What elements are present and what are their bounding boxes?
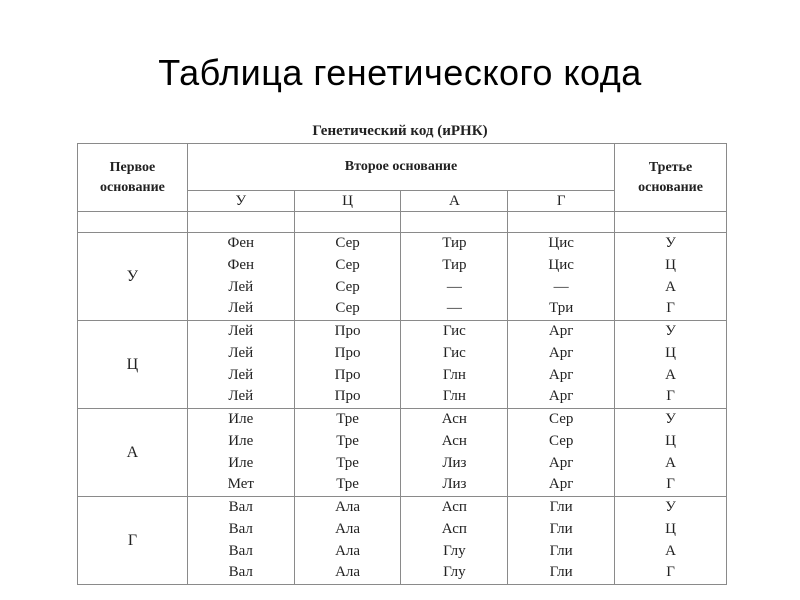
third-base: Г — [666, 564, 675, 581]
amino-acid: Вал — [228, 542, 253, 559]
amino-acid: Асн — [441, 432, 467, 449]
amino-acid-cell — [401, 409, 508, 497]
codon-group-row — [78, 321, 727, 409]
amino-acid: Гли — [549, 564, 573, 581]
amino-acid-cell — [401, 321, 508, 409]
amino-acid: Цис — [548, 235, 574, 251]
blank-cell — [78, 212, 188, 233]
amino-acid: Лей — [228, 388, 254, 405]
amino-acid-cell — [187, 233, 294, 321]
amino-acid: Арг — [548, 476, 574, 493]
amino-acid: Гис — [442, 344, 466, 361]
amino-acid: Гли — [549, 499, 573, 515]
third-base: Ц — [665, 344, 676, 361]
codon-group-row — [78, 409, 727, 497]
amino-acid: Лиз — [442, 476, 467, 493]
amino-acid: Про — [334, 366, 361, 383]
second-base-g: Г — [508, 191, 615, 212]
amino-acid: Арг — [548, 388, 574, 405]
amino-acid: Тир — [442, 256, 467, 273]
amino-acid: Гли — [549, 542, 573, 559]
amino-acid-cell — [508, 409, 615, 497]
third-base: А — [665, 454, 676, 471]
amino-acid: Ала — [335, 520, 361, 537]
amino-acid: Сер — [335, 256, 360, 273]
third-base-cell — [615, 497, 727, 585]
amino-acid: Сер — [335, 278, 360, 295]
amino-acid-cell — [294, 321, 401, 409]
amino-acid: Лиз — [442, 454, 467, 471]
second-base-c: Ц — [294, 191, 401, 212]
blank-cell — [401, 212, 508, 233]
slide-title: Таблица генетического кода — [158, 52, 642, 93]
first-base-cell: Г — [78, 497, 188, 585]
third-base: У — [665, 323, 676, 339]
amino-acid: Вал — [228, 499, 253, 515]
amino-acid: Лей — [228, 344, 254, 361]
blank-cell — [294, 212, 401, 233]
amino-acid: Про — [334, 344, 361, 361]
first-base-cell: У — [78, 233, 188, 321]
third-base: Ц — [665, 432, 676, 449]
amino-acid: Арг — [548, 344, 574, 361]
amino-acid-cell — [508, 233, 615, 321]
amino-acid: Асп — [441, 520, 467, 537]
amino-acid: Асн — [441, 411, 467, 427]
amino-acid: Иле — [228, 432, 254, 449]
header-row — [78, 144, 727, 191]
amino-acid: Арг — [548, 366, 574, 383]
third-base: Г — [666, 476, 675, 493]
amino-acid: Лей — [228, 366, 254, 383]
amino-acid: Тре — [336, 432, 359, 449]
genetic-code-table — [77, 143, 727, 585]
amino-acid-cell — [401, 497, 508, 585]
third-base: А — [665, 278, 676, 295]
amino-acid: Тре — [336, 411, 359, 427]
third-base: А — [665, 366, 676, 383]
header-first-base: Первое основание — [78, 144, 188, 212]
third-base: Ц — [665, 256, 676, 273]
third-base: У — [665, 411, 676, 427]
amino-acid: Тир — [442, 235, 467, 251]
amino-acid: Ала — [335, 499, 361, 515]
amino-acid-cell — [508, 321, 615, 409]
amino-acid: Лей — [228, 323, 254, 339]
amino-acid: Арг — [548, 323, 574, 339]
third-base: У — [665, 499, 676, 515]
amino-acid: Фен — [227, 256, 255, 273]
amino-acid-cell — [187, 321, 294, 409]
third-base-cell — [615, 321, 727, 409]
header-second-base: Второе основание — [187, 144, 614, 191]
blank-cell — [187, 212, 294, 233]
amino-acid: Про — [334, 323, 361, 339]
amino-acid: Сер — [335, 300, 360, 317]
first-base-cell: Ц — [78, 321, 188, 409]
amino-acid-cell — [187, 409, 294, 497]
amino-acid: Про — [334, 388, 361, 405]
amino-acid: Сер — [335, 235, 360, 251]
amino-acid: Сер — [549, 411, 574, 427]
amino-acid-cell — [294, 497, 401, 585]
amino-acid: — — [446, 278, 462, 295]
amino-acid: Тре — [336, 476, 359, 493]
header-third-base: Третье основание — [615, 144, 727, 212]
codon-group-row — [78, 233, 727, 321]
blank-cell — [508, 212, 615, 233]
amino-acid: Глн — [442, 388, 466, 405]
third-base: У — [665, 235, 676, 251]
amino-acid: Ала — [335, 564, 361, 581]
amino-acid: Цис — [548, 256, 574, 273]
amino-acid: Ала — [335, 542, 361, 559]
amino-acid: Вал — [228, 564, 253, 581]
amino-acid: Сер — [549, 432, 574, 449]
third-base-cell — [615, 233, 727, 321]
amino-acid: Глн — [442, 366, 466, 383]
third-base: Г — [666, 388, 675, 405]
amino-acid-cell — [187, 497, 294, 585]
blank-cell — [615, 212, 727, 233]
amino-acid: Три — [549, 300, 574, 317]
amino-acid: Фен — [227, 235, 255, 251]
third-base: Г — [666, 300, 675, 317]
amino-acid: Глу — [443, 542, 466, 559]
codon-group-row — [78, 497, 727, 585]
amino-acid: Арг — [548, 454, 574, 471]
second-base-a: А — [401, 191, 508, 212]
amino-acid-cell — [401, 233, 508, 321]
amino-acid-cell — [508, 497, 615, 585]
amino-acid: Вал — [228, 520, 253, 537]
first-base-cell: А — [78, 409, 188, 497]
amino-acid: Иле — [228, 454, 254, 471]
amino-acid: Тре — [336, 454, 359, 471]
amino-acid: — — [553, 278, 569, 295]
table-caption: Генетический код (иРНК) — [312, 123, 488, 139]
amino-acid: Мет — [227, 476, 254, 493]
amino-acid: Асп — [441, 499, 467, 515]
amino-acid: — — [446, 300, 462, 317]
amino-acid: Глу — [443, 564, 466, 581]
amino-acid: Гли — [549, 520, 573, 537]
amino-acid: Гис — [442, 323, 466, 339]
amino-acid: Лей — [228, 300, 254, 317]
third-base: А — [665, 542, 676, 559]
second-base-u: У — [187, 191, 294, 212]
amino-acid-cell — [294, 233, 401, 321]
amino-acid-cell — [294, 409, 401, 497]
amino-acid: Иле — [228, 411, 254, 427]
third-base: Ц — [665, 520, 676, 537]
amino-acid: Лей — [228, 278, 254, 295]
blank-row — [78, 212, 727, 233]
third-base-cell — [615, 409, 727, 497]
